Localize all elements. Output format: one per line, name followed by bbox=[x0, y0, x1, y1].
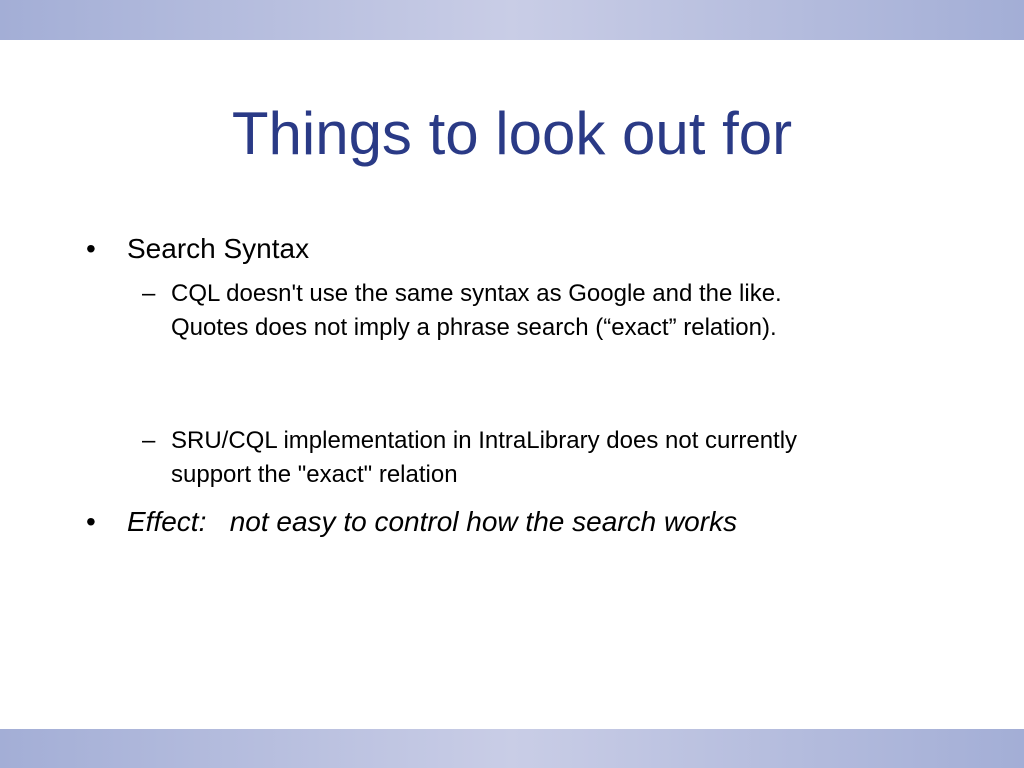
bottom-decorative-band bbox=[0, 729, 1024, 768]
subbullet-cql-syntax bbox=[142, 277, 862, 345]
subbullet-text: SRU/CQL implementation in IntraLibrary does not currently support the "exact" relation bbox=[171, 427, 798, 488]
subbullet-marker: – bbox=[142, 427, 156, 454]
bullet-marker: • bbox=[86, 233, 96, 264]
bullet-text: Effect: not easy to control how the search works bbox=[127, 506, 738, 537]
slide-title: Things to look out for bbox=[231, 100, 793, 167]
bullet-text: Search Syntax bbox=[127, 233, 310, 264]
bullet-marker: • bbox=[86, 506, 96, 537]
subbullet-marker: – bbox=[142, 280, 156, 307]
subbullet-sru-cql bbox=[142, 424, 862, 492]
subbullet-text: CQL doesn't use the same syntax as Google and the like. Quotes does not imply a phrase search (“exact” relation). bbox=[171, 280, 782, 341]
